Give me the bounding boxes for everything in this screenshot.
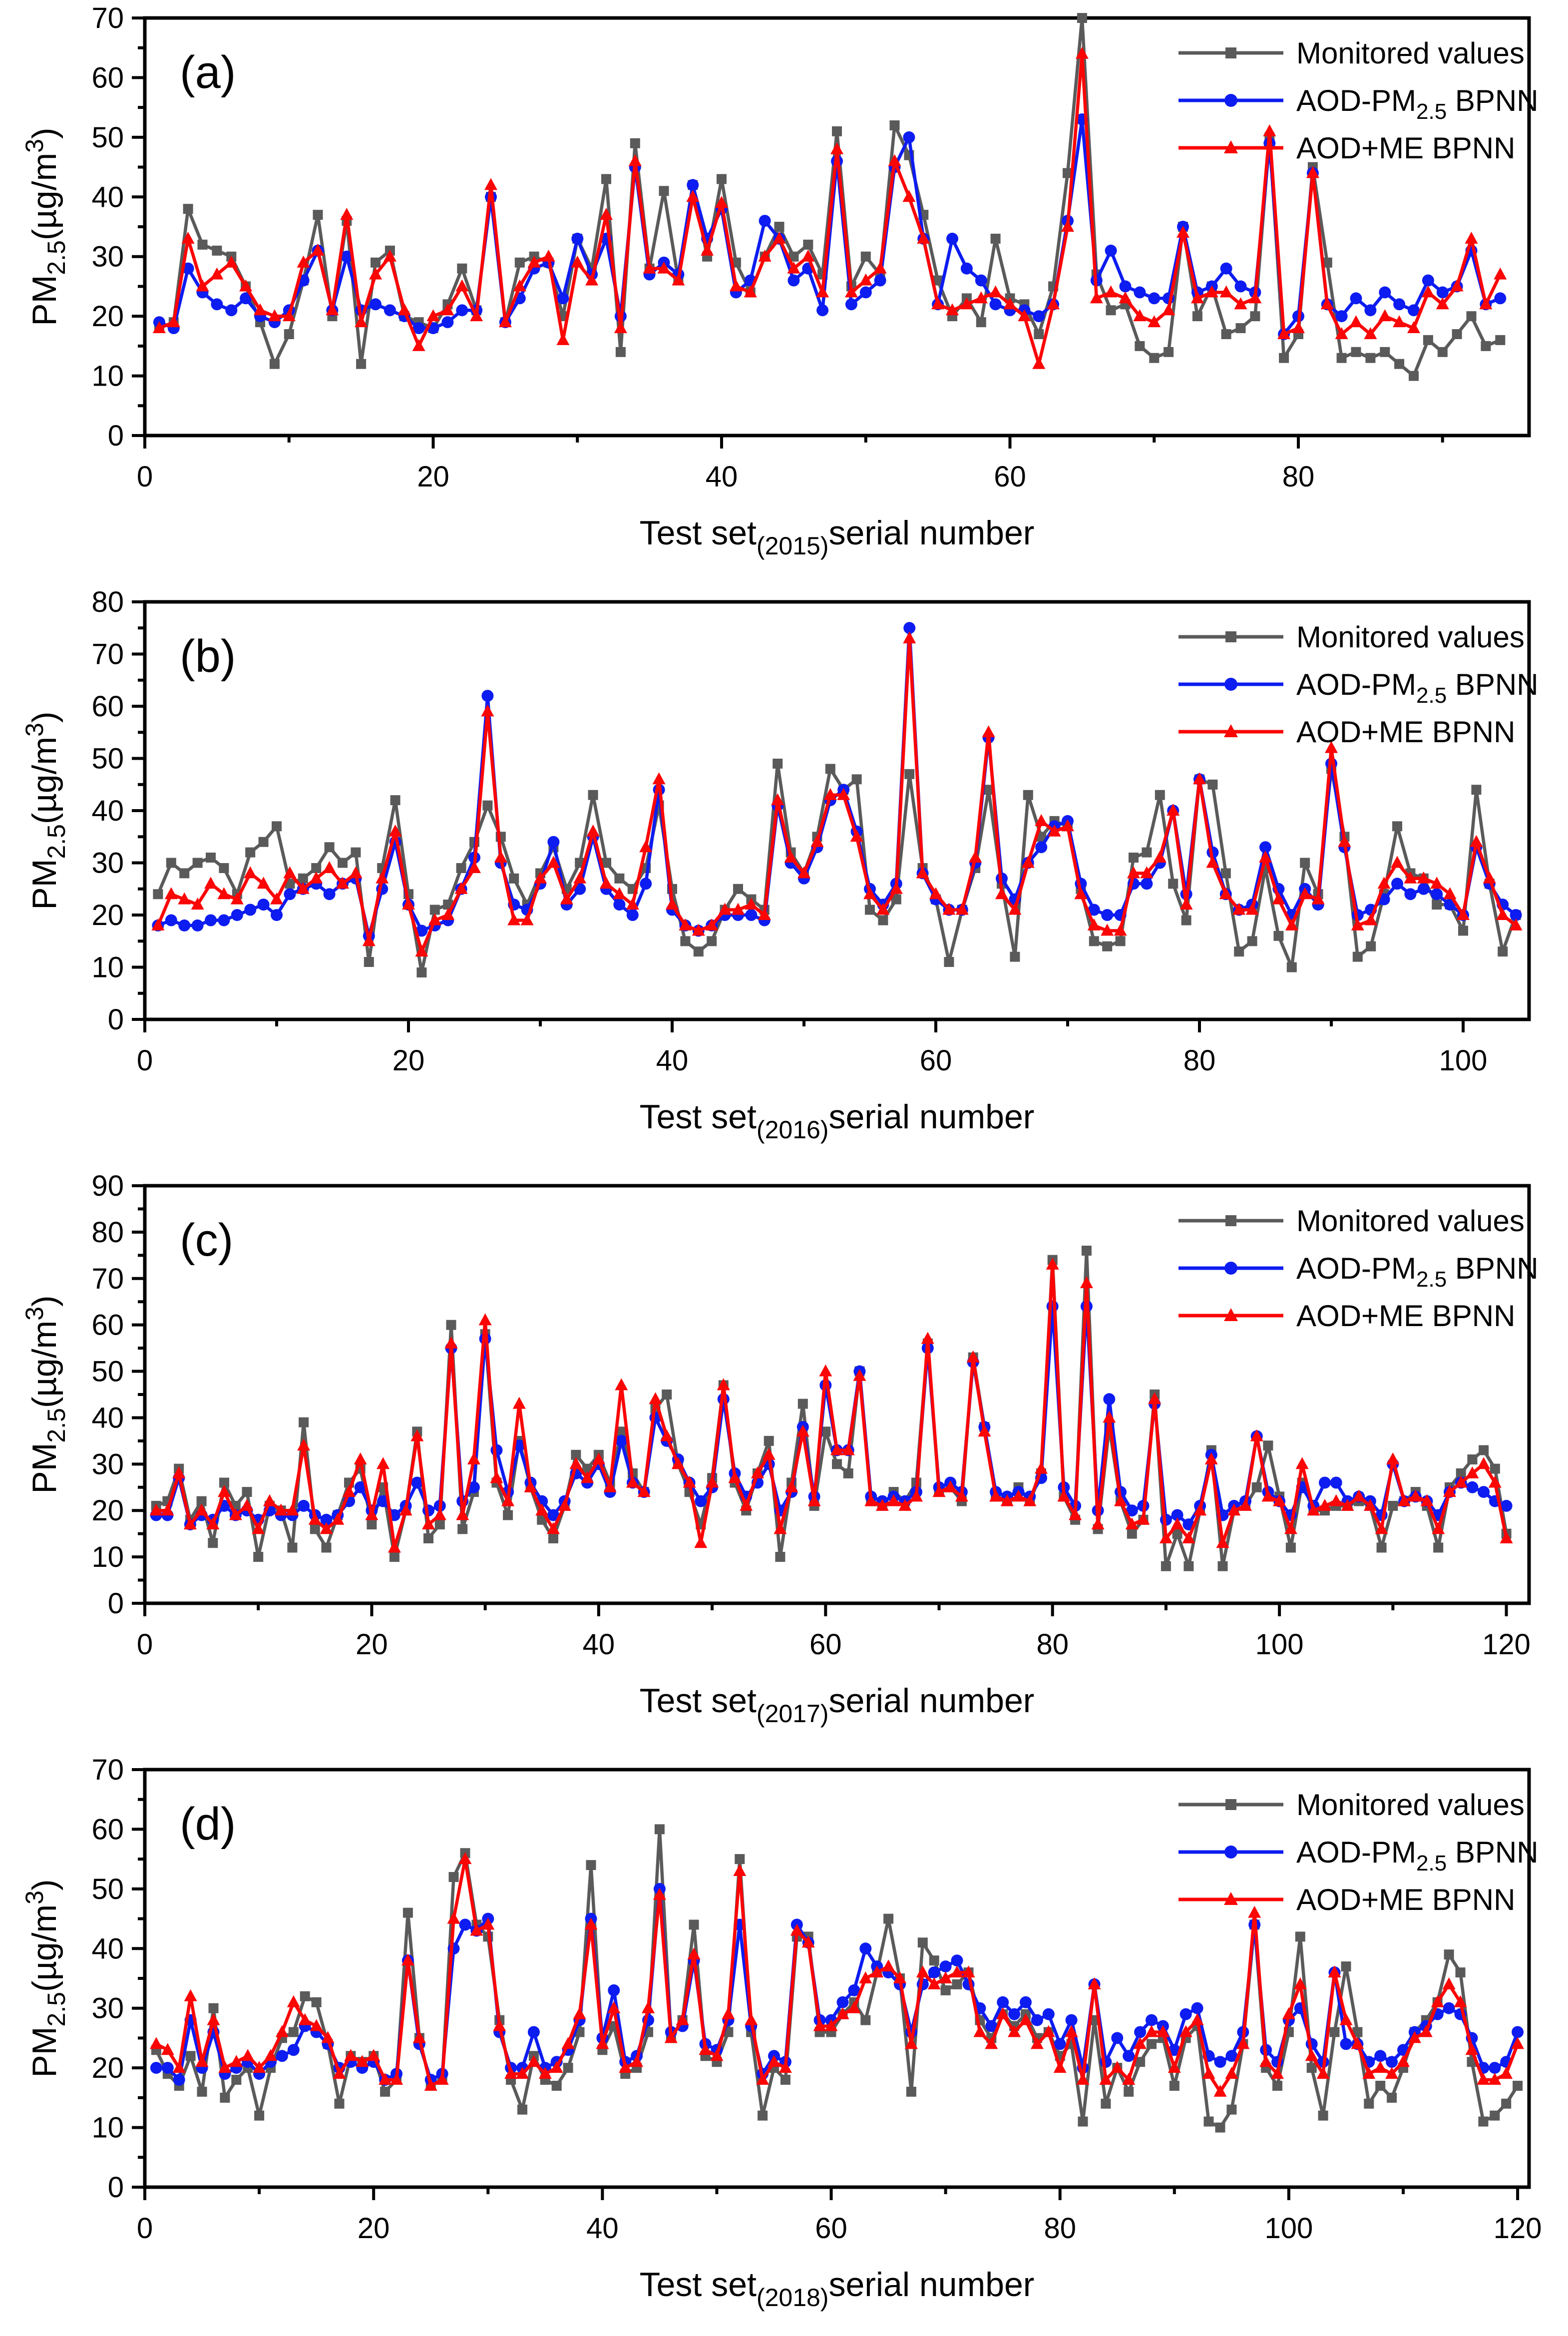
x-tick-label: 0 [136,2212,153,2245]
x-tick-label: 60 [809,1628,842,1661]
y-tick-label: 40 [91,181,124,214]
legend-item-aod_me [1178,1883,1515,1916]
chart-panel-a [0,0,1568,584]
legend-item-monitored [1178,620,1525,654]
x-tick-label: 0 [136,461,153,493]
y-tick-label: 30 [91,1992,124,2025]
x-tick-label: 60 [919,1044,952,1077]
svg-text:AOD+ME BPNN: AOD+ME BPNN [1296,1299,1516,1333]
y-tick-label: 20 [91,300,124,333]
chart-svg-d [0,1752,1568,2336]
svg-text:Monitored values: Monitored values [1296,1788,1525,1822]
y-tick-label: 10 [91,360,124,393]
panel-label: (b) [180,631,236,682]
legend-item-aod_me [1178,715,1515,749]
chart-svg-b [0,584,1568,1168]
y-tick-label: 60 [91,1813,124,1846]
chart-panel-c [0,1168,1568,1752]
x-tick-label: 100 [1439,1044,1488,1077]
chart-panel-b [0,584,1568,1168]
y-tick-label: 10 [91,1541,124,1574]
panel-label: (d) [180,1799,236,1850]
legend-item-aod_me [1178,1299,1515,1333]
svg-text:Monitored values: Monitored values [1296,36,1525,70]
chart-svg-a [0,0,1568,584]
x-tick-label: 20 [417,461,449,493]
svg-text:AOD+ME BPNN: AOD+ME BPNN [1296,1883,1516,1916]
chart-panel-d [0,1752,1568,2336]
legend-item-monitored [1178,36,1525,70]
y-tick-label: 60 [91,690,124,723]
plot-border [145,1770,1529,2187]
y-tick-label: 70 [91,2,124,34]
y-tick-label: 60 [91,1309,124,1342]
svg-text:AOD+ME BPNN: AOD+ME BPNN [1296,715,1516,749]
y-tick-label: 50 [91,1355,124,1388]
y-tick-label: 40 [91,1402,124,1434]
y-tick-label: 70 [91,1754,124,1786]
svg-text:Monitored values: Monitored values [1296,1204,1525,1238]
x-axis-label: Test set$_{(2017)}$serial number [639,1682,1035,1728]
plot-border [145,602,1529,1019]
x-axis-label: Test set$_{(2015)}$serial number [639,514,1035,560]
y-tick-label: 90 [91,1170,124,1202]
x-tick-label: 40 [656,1044,689,1077]
legend-item-aod_pm25 [1178,84,1539,124]
x-tick-label: 40 [586,2212,619,2245]
x-tick-label: 120 [1482,1628,1531,1661]
y-tick-label: 50 [91,121,124,154]
svg-text:AOD-PM2.5 BPNN: AOD-$PM_{2.5}$ BPNN [1296,1252,1539,1292]
y-tick-label: 40 [91,1932,124,1965]
x-tick-label: 60 [994,461,1026,493]
x-tick-label: 20 [357,2212,390,2245]
x-tick-label: 20 [356,1628,388,1661]
x-tick-label: 100 [1264,2212,1313,2245]
chart-svg-c [0,1168,1568,1752]
y-tick-label: 10 [91,951,124,984]
y-tick-label: 40 [91,795,124,827]
y-tick-label: 70 [91,638,124,671]
x-tick-label: 100 [1255,1628,1304,1661]
series-line-1 [156,1889,1518,2080]
y-tick-label: 60 [91,61,124,94]
y-tick-label: 0 [107,420,124,452]
x-tick-label: 80 [1282,461,1315,493]
svg-text:AOD+ME BPNN: AOD+ME BPNN [1296,131,1516,165]
panel-label: (a) [180,47,236,98]
x-tick-label: 40 [705,461,738,493]
x-tick-label: 80 [1183,1044,1216,1077]
y-tick-label: 70 [91,1262,124,1295]
legend-item-aod_me [1178,131,1515,165]
panel-label: (c) [180,1215,234,1266]
x-tick-label: 60 [815,2212,847,2245]
svg-text:Monitored values: Monitored values [1296,620,1525,654]
x-tick-label: 0 [136,1628,153,1661]
svg-text:AOD-PM2.5 BPNN: AOD-$PM_{2.5}$ BPNN [1296,668,1539,708]
y-tick-label: 20 [91,899,124,932]
x-tick-label: 20 [392,1044,425,1077]
y-axis-label: $PM_{2.5}(\mu g/m^3)$ [20,1295,70,1494]
y-tick-label: 30 [91,1448,124,1481]
svg-text:AOD-PM2.5 BPNN: AOD-$PM_{2.5}$ BPNN [1296,84,1539,124]
x-tick-label: 80 [1044,2212,1076,2245]
y-axis-label: $PM_{2.5}(\mu g/m^3)$ [20,1879,70,2078]
legend-item-monitored [1178,1788,1525,1822]
legend-item-aod_pm25 [1178,1836,1539,1875]
y-axis-label: $PM_{2.5}(\mu g/m^3)$ [20,127,70,326]
legend-item-aod_pm25 [1178,1252,1539,1292]
y-tick-label: 30 [91,847,124,880]
legend-item-monitored [1178,1204,1525,1238]
x-axis-label: Test set$_{(2018)}$serial number [639,2266,1035,2312]
y-tick-label: 0 [107,1587,124,1620]
y-tick-label: 30 [91,240,124,273]
x-axis-label: Test set$_{(2016)}$serial number [639,1098,1035,1144]
plot-border [145,1186,1529,1603]
legend-item-aod_pm25 [1178,668,1539,708]
y-tick-label: 80 [91,1216,124,1249]
y-axis-label: $PM_{2.5}(\mu g/m^3)$ [20,711,70,910]
y-tick-label: 50 [91,742,124,775]
x-tick-label: 120 [1493,2212,1542,2245]
x-tick-label: 80 [1036,1628,1069,1661]
x-tick-label: 0 [136,1044,153,1077]
y-tick-label: 20 [91,1494,124,1527]
x-tick-label: 40 [582,1628,615,1661]
series-line-0 [156,1829,1518,2127]
y-tick-label: 50 [91,1872,124,1905]
y-tick-label: 80 [91,586,124,618]
y-tick-label: 0 [107,2171,124,2204]
svg-text:AOD-PM2.5 BPNN: AOD-$PM_{2.5}$ BPNN [1296,1836,1539,1875]
y-tick-label: 10 [91,2111,124,2144]
y-tick-label: 20 [91,2052,124,2085]
y-tick-label: 0 [107,1003,124,1036]
